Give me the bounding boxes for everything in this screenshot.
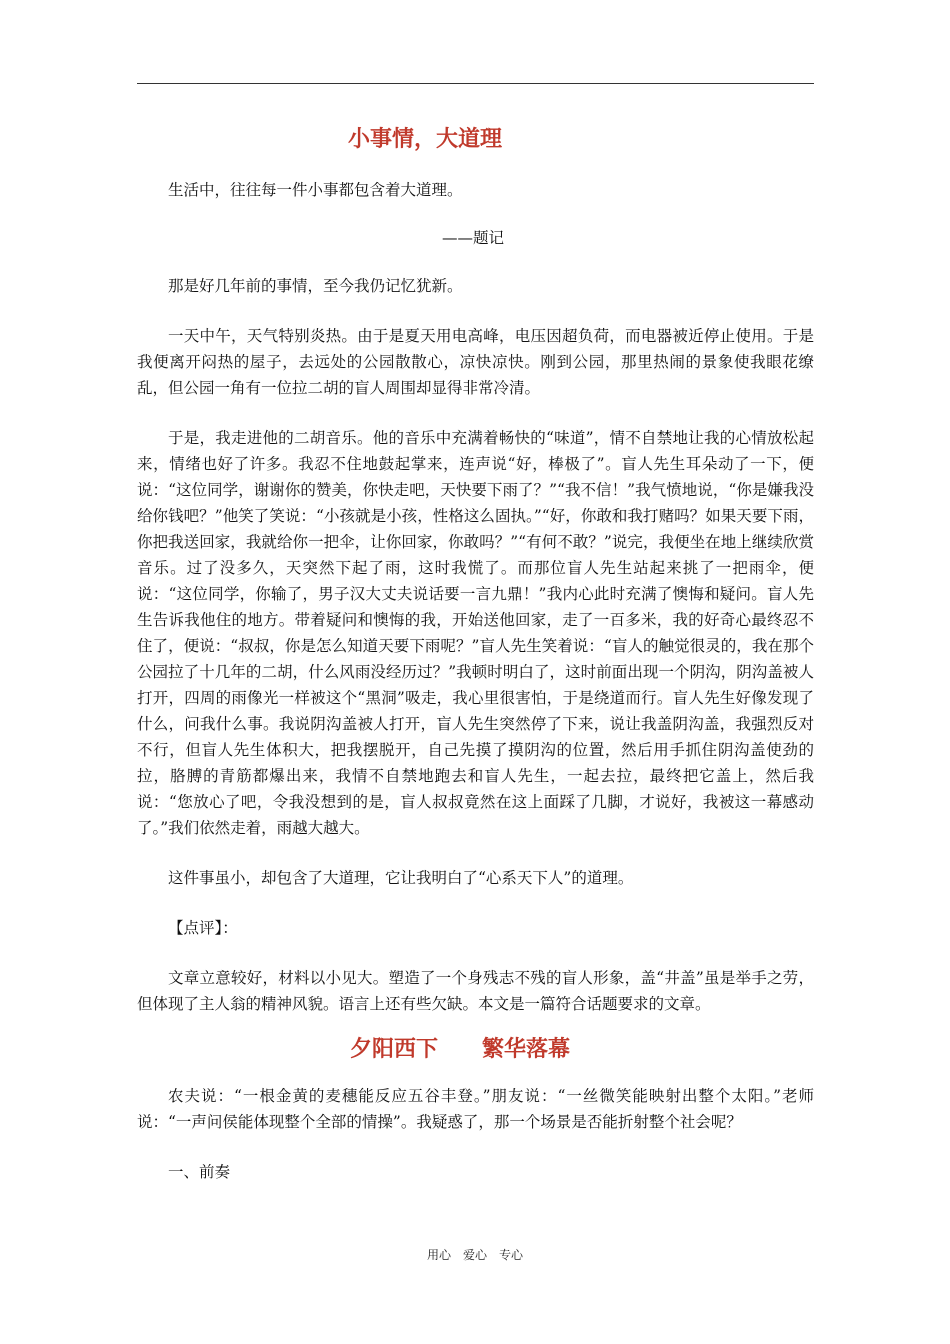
- comment-label: 【点评】：: [168, 919, 238, 937]
- paragraph: 那是好几年前的事情，至今我仍记忆犹新。: [168, 277, 463, 295]
- epigraph: 生活中，往往每一件小事都包含着大道理。: [168, 181, 463, 199]
- page-content: [137, 113, 814, 1185]
- page-footer: 用心 爱心 专心: [426, 1248, 523, 1262]
- epigraph-signature: ——题记: [441, 229, 504, 247]
- paragraph: 这件事虽小，却包含了大道理，它让我明白了“心系天下人”的道理。: [168, 869, 634, 887]
- paragraph: 于是，我走进他的二胡音乐。他的音乐中充满着畅快的“味道”，情不自禁地让我的心情放松起来，情绪也好了许多。我忍不住地鼓起掌来，连声说“好，棒极了”。盲人先生耳朵动了一下，便说：“这位同学，谢谢你的赞美，你快走吧，天快要下雨了？”“我不信！”我气愤地说，“你是嫌我没给你钱吧？”他笑了笑说：“小孩就是小孩，性格这么固执。”“好，你敢和我打赌吗？如果天要下雨，你把我送回家，我就给你一把伞，让你回家，你敢吗？”“有何不敢？”说完，我便坐在地上继续欣赏音乐。过了没多久，天突然下起了雨，这时我慌了。而那位盲人先生站起来挑了一把雨伞，便说：“这位同学，你输了，男子汉大丈夫说话要一言九鼎！”我内心此时充满了懊悔和疑问。盲人先生告诉我他住的地方。带着疑问和懊悔的我，开始送他回家，走了一百多米，我的好奇心最终忍不住了，便说：“叔叔，你是怎么知道天要下雨呢？”盲人先生笑着说：“盲人的触觉很灵的，我在那个公园拉了十几年的二胡，什么风雨没经历过？”我顿时明白了，这时前面出现一个阴沟，阴沟盖被人打开，四周的雨像光一样被这个“黑洞”吸走，我心里很害怕，于是绕道而行。盲人先生好像发现了什么，问我什么事。我说阴沟盖被人打开，盲人先生突然停了下来，说让我盖阴沟盖，我强烈反对不行，但盲人先生体积大，把我摆脱开，自己先摸了摸阴沟的位置，然后用手抓住阴沟盖使劲的拉，胳膊的青筋都爆出来，我情不自禁地跑去和盲人先生，一起去拉，最终把它盖上，然后我说：“您放心了吧，令我没想到的是，盲人叔叔竟然在这上面踩了几脚，才说好，我被这一幕感动了。”我们依然走着，雨越大越大。: [137, 429, 814, 837]
- header-rule: [137, 83, 814, 84]
- article-title: 小事情，大道理: [348, 126, 503, 152]
- paragraph: 一天中午，天气特别炎热。由于是夏天用电高峰，电压因超负荷，而电器被近停止使用。于是我便离开闷热的屋子，去远处的公园散散心，凉快凉快。刚到公园，那里热闹的景象使我眼花缭乱，但公园一角有一位拉二胡的盲人周围却显得非常冷清。: [137, 327, 814, 397]
- section-heading: 一、前奏: [168, 1163, 231, 1181]
- comment-text: 文章立意较好，材料以小见大。塑造了一个身残志不残的盲人形象，盖“井盖”虽是举手之劳，但体现了主人翁的精神风貌。语言上还有些欠缺。本文是一篇符合话题要求的文章。: [137, 969, 814, 1013]
- article-title-2: 夕阳西下 繁华落幕: [350, 1036, 571, 1062]
- paragraph: 农夫说：“一根金黄的麦穗能反应五谷丰登。”朋友说：“一丝微笑能映射出整个太阳。”老师说：“一声问侯能体现整个全部的情操”。我疑惑了，那一个场景是否能折射整个社会呢？: [137, 1087, 814, 1131]
